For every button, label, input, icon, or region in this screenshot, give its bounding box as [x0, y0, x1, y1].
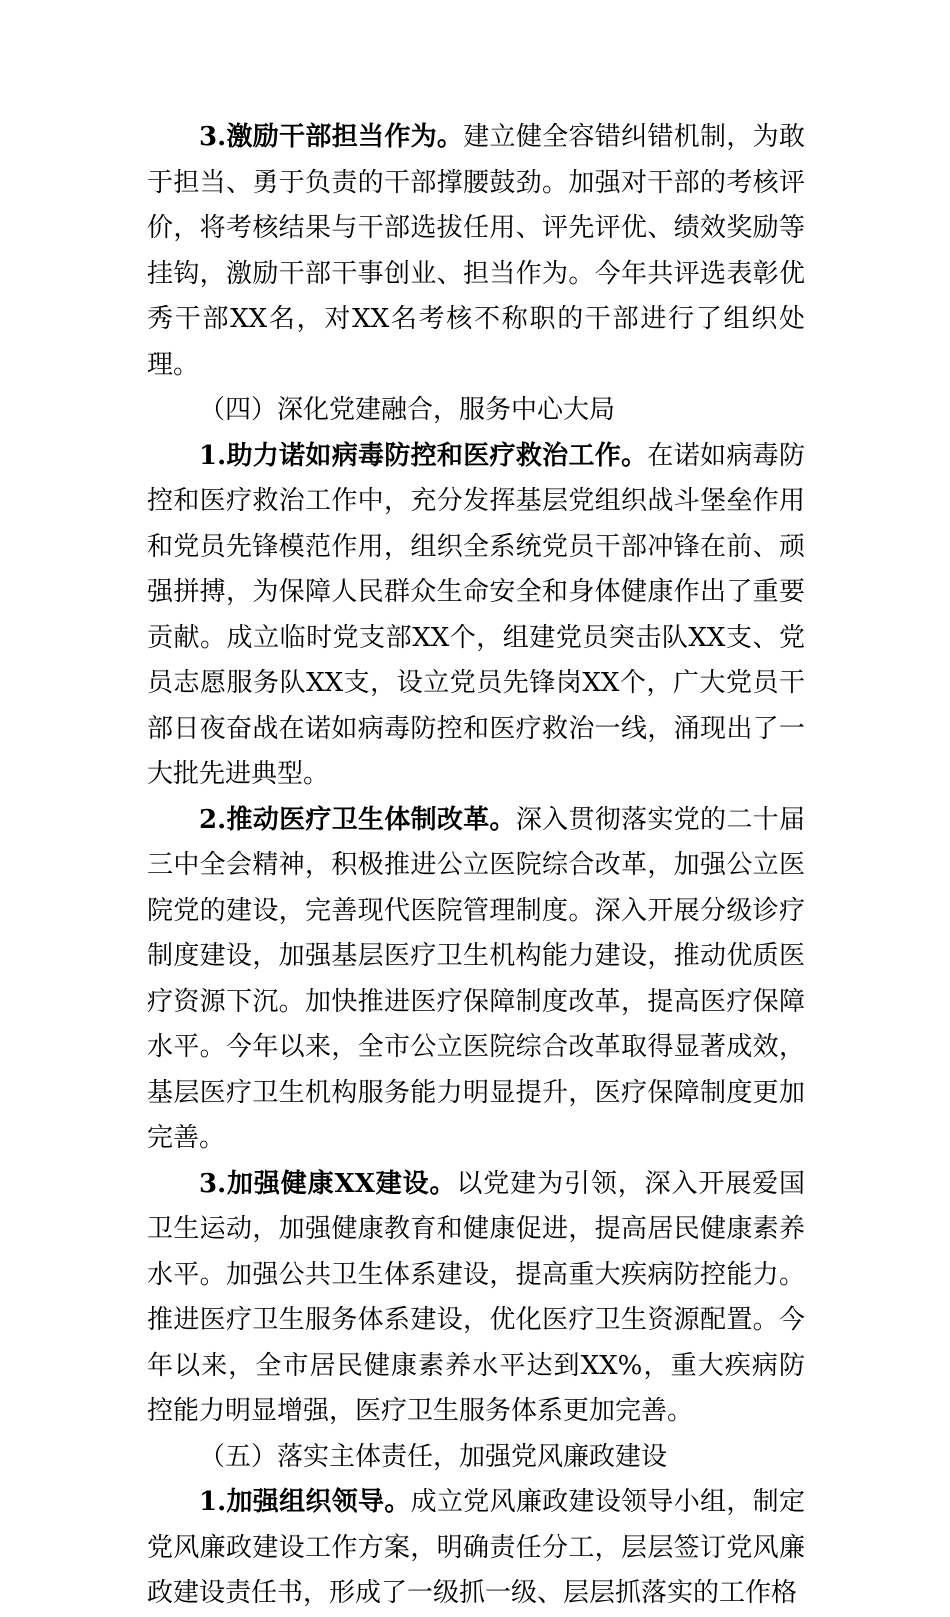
paragraph-motivate-cadres	[147, 115, 805, 388]
item-title: 3.加强健康XX建设。	[199, 1168, 457, 1199]
item-title: 3.激励干部担当作为。	[199, 122, 464, 152]
item-title: 1.助力诺如病毒防控和医疗救治工作。	[199, 440, 648, 471]
paragraph-healthy-city	[147, 1162, 805, 1435]
item-body: 建立健全容错纠错机制，为敢于担当、勇于负责的干部撑腰鼓劲。加强对干部的考核评价，将考核结果与干部选拔任用、评先评优、绩效奖励等挂钩，激励干部干事创业、担当作为。今年共评选表彰优秀干部XX名，对XX名考核不称职的干部进行了组织处理。	[147, 122, 805, 380]
item-body: 以党建为引领，深入开展爱国卫生运动，加强健康教育和健康促进，提高居民健康素养水平。加强公共卫生体系建设，提高重大疾病防控能力。推进医疗卫生服务体系建设，优化医疗卫生资源配置。今年以来，全市居民健康素养水平达到XX%，重大疾病防控能力明显增强，医疗卫生服务体系更加完善。	[147, 1168, 805, 1426]
item-body: 成立党风廉政建设领导小组，制定党风廉政建设工作方案，明确责任分工，层层签订党风廉政建设责任书，形成了一级抓一级、层层抓落实的工作格	[147, 1487, 805, 1608]
item-title: 1.加强组织领导。	[199, 1487, 411, 1517]
item-title: 2.推动医疗卫生体制改革。	[199, 804, 516, 835]
document-body	[147, 115, 805, 1617]
paragraph-norovirus-control	[147, 434, 805, 798]
item-body: 深入贯彻落实党的二十届三中全会精神，积极推进公立医院综合改革，加强公立医院党的建设，完善现代医院管理制度。深入开展分级诊疗制度建设，加强基层医疗卫生机构能力建设，推动优质医疗资源下沉。加快推进医疗保障制度改革，提高医疗保障水平。今年以来，全市公立医院综合改革取得显著成效，基层医疗卫生机构服务能力明显提升，医疗保障制度更加完善。	[147, 804, 805, 1153]
item-body: 在诺如病毒防控和医疗救治工作中，充分发挥基层党组织战斗堡垒作用和党员先锋模范作用，组织全系统党员干部冲锋在前、顽强拼搏，为保障人民群众生命安全和身体健康作出了重要贡献。成立临时党支部XX个，组建党员突击队XX支、党员志愿服务队XX支，设立党员先锋岗XX个，广大党员干部日夜奋战在诺如病毒防控和医疗救治一线，涌现出了一大批先进典型。	[147, 440, 805, 789]
paragraph-organization-leadership	[147, 1480, 805, 1617]
section-heading-five: （五）落实主体责任，加强党风廉政建设	[199, 1441, 668, 1472]
section-heading-four: （四）深化党建融合，服务中心大局	[199, 395, 616, 425]
paragraph-healthcare-reform	[147, 798, 805, 1162]
